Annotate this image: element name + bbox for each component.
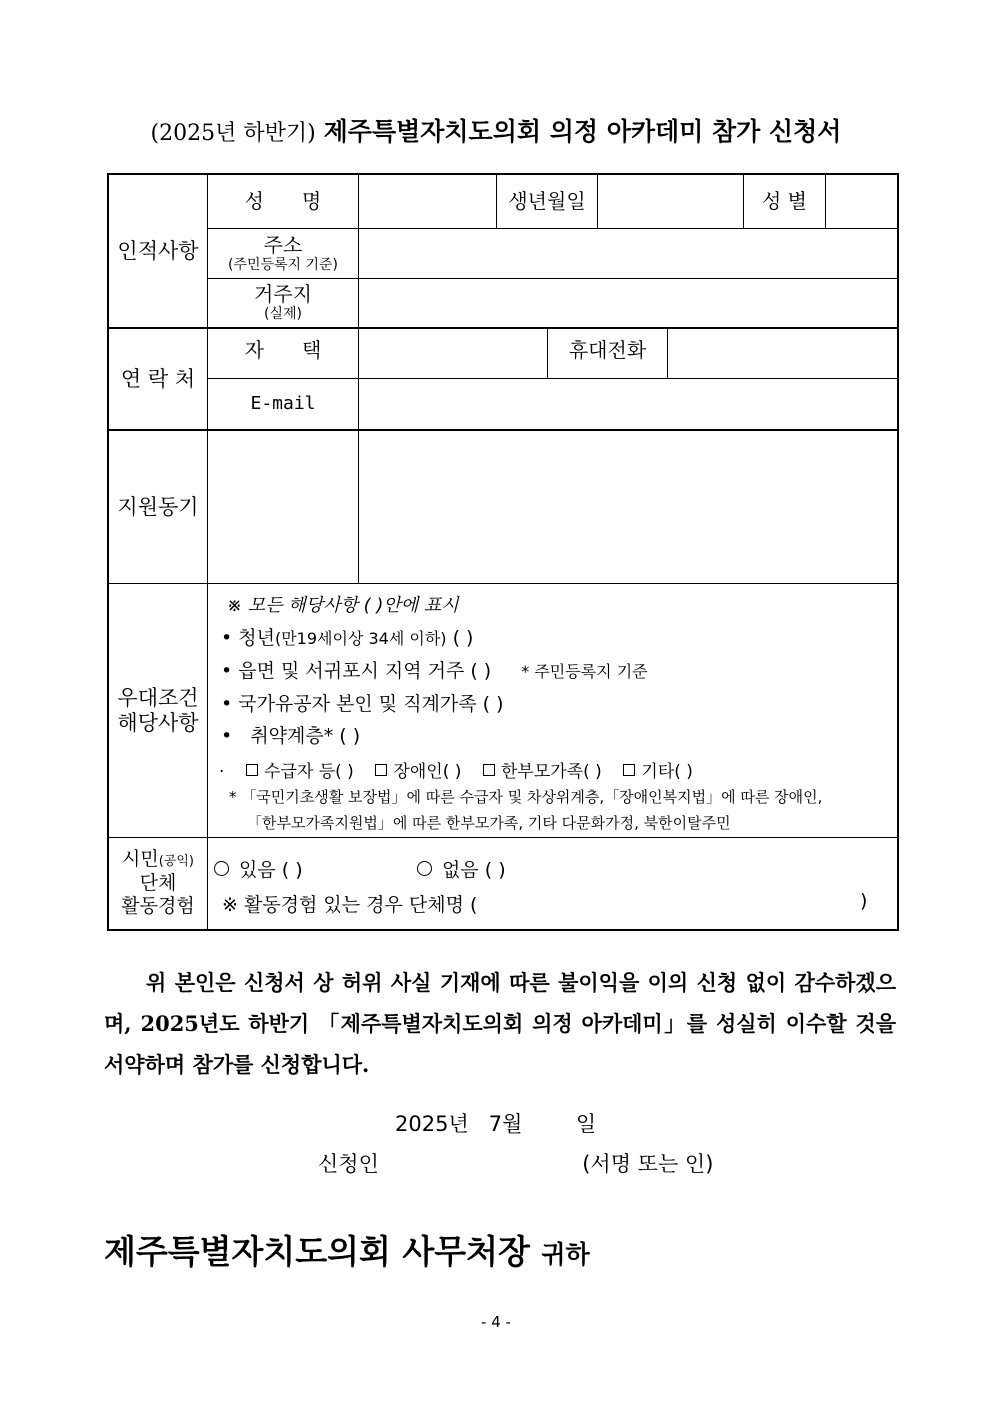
checkbox-other-label: 기타( ): [641, 762, 693, 782]
name-field[interactable]: [359, 175, 496, 228]
applicant-sign-label: (서명 또는 인): [582, 1152, 714, 1176]
bullet-icon: •: [221, 660, 239, 682]
civic-detail: [222, 890, 477, 917]
bullet-icon: •: [221, 693, 239, 715]
checkbox-icon: [483, 764, 495, 776]
preference-label-line1: 우대조건: [117, 686, 199, 711]
radio-circle-icon: [214, 861, 229, 876]
radio-circle-icon: [417, 861, 432, 876]
bullet-icon: •: [221, 627, 239, 649]
mobile-phone-label: 휴대전화: [568, 337, 647, 362]
preference-item-veteran-label[interactable]: 국가유공자 본인 및 직계가족 ( ): [238, 693, 504, 715]
checkbox-recipient[interactable]: [246, 762, 354, 782]
recipient-suffix: 귀하: [541, 1240, 590, 1269]
residence-field[interactable]: [359, 279, 897, 327]
residence-label-cell: [208, 279, 358, 327]
civic-detail-close: ): [860, 890, 868, 912]
civic-label-line2: 단체: [139, 871, 177, 894]
date-day: 일: [575, 1112, 597, 1136]
checkbox-other[interactable]: [623, 762, 693, 782]
preference-item-region-note: * 주민등록지 기준: [521, 662, 648, 681]
checkbox-disabled[interactable]: [375, 762, 461, 782]
vulnerable-checkbox-row: [219, 757, 693, 782]
preference-item-youth-label: 청년: [238, 627, 275, 649]
civic-section-label: [109, 838, 207, 929]
preference-item-region: [221, 656, 648, 683]
address-label: 주소: [263, 232, 303, 257]
pledge-text: 위 본인은 신청서 상 허위 사실 기재에 따른 불이익을 이의 신청 없이 감수하겠으며, 2025년도 하반기 「제주특별자치도의회 의정 아카데미」를 성실히 이수할 것을 서약하며 참가를 신청합니다.: [104, 970, 896, 1077]
personal-info-section-label: 인적사항: [117, 238, 199, 263]
civic-label-line1: [122, 848, 194, 872]
civic-organization-field[interactable]: [539, 883, 849, 917]
preference-item-youth-age: (만19세이상 34세 이하): [274, 629, 447, 648]
preference-item-youth: [221, 623, 473, 650]
email-label: E-mail: [250, 392, 316, 414]
civic-no-label: 없음 ( ): [442, 859, 506, 881]
pledge-paragraph: [104, 962, 896, 1085]
address-field[interactable]: [359, 229, 897, 278]
civic-label-word: 시민: [122, 847, 159, 870]
checkbox-single-parent-label: 한부모가족( ): [500, 762, 602, 782]
home-phone-field[interactable]: [359, 329, 547, 378]
residence-sublabel: (실제): [264, 306, 302, 323]
civic-no-option[interactable]: [417, 855, 506, 882]
civic-yes-option[interactable]: [214, 855, 303, 882]
motivation-field[interactable]: [208, 431, 897, 583]
dot-icon: ·: [219, 762, 241, 782]
gender-field[interactable]: [826, 175, 897, 228]
residence-label: 거주지: [254, 282, 312, 307]
preference-footnote-line1: * 「국민기초생활 보장법」에 따른 수급자 및 차상위계층,「장애인복지법」에 따른 장애인,: [229, 788, 823, 806]
address-sublabel: (주민등록지 기준): [227, 256, 339, 273]
preference-section-label: [109, 584, 207, 837]
bullet-icon: •: [221, 725, 251, 747]
preference-footnote-line2: 「한부모가족지원법」에 따른 한부모가족, 기타 다문화가정, 북한이탈주민: [247, 814, 731, 832]
address-label-cell: [208, 229, 358, 278]
document-title: [0, 112, 992, 148]
date-year: 2025년: [395, 1112, 469, 1136]
applicant-line: [318, 1148, 713, 1178]
birthdate-field[interactable]: [598, 175, 743, 228]
preference-item-vulnerable-label[interactable]: 취약계층* ( ): [250, 725, 361, 747]
contact-section-label: 연 락 처: [120, 366, 196, 391]
preference-item-vulnerable: [221, 721, 360, 748]
checkbox-disabled-label: 장애인( ): [393, 762, 462, 782]
preference-item-region-label[interactable]: 읍면 및 서귀포시 지역 거주 ( ): [238, 660, 492, 682]
checkbox-icon: [623, 764, 635, 776]
checkbox-icon: [246, 764, 258, 776]
checkbox-single-parent[interactable]: [483, 762, 602, 782]
title-main: 제주특별자치도의회 의정 아카데미 참가 신청서: [323, 117, 842, 146]
recipient-name: 제주특별자치도의회 사무처장: [104, 1232, 530, 1271]
birthdate-label: 생년월일: [508, 189, 586, 213]
preference-instruction: ※ 모든 해당사항 ( )안에 표시: [227, 595, 459, 616]
application-form-table: [107, 173, 899, 931]
civic-detail-label: ※ 활동경험 있는 경우 단체명 (: [222, 894, 478, 916]
name-label: 성 명: [244, 189, 322, 213]
title-prefix: (2025년 하반기): [150, 121, 316, 146]
page-number: - 4 -: [481, 1313, 511, 1331]
motivation-section-label: 지원동기: [117, 494, 199, 519]
date-line: [395, 1108, 596, 1138]
checkbox-recipient-label: 수급자 등( ): [264, 762, 354, 782]
preference-label-line2: 해당사항: [117, 710, 199, 735]
home-phone-label: 자 택: [244, 337, 322, 362]
civic-label-line3: 활동경험: [121, 895, 195, 918]
applicant-label: 신청인: [318, 1152, 379, 1176]
mobile-phone-field[interactable]: [668, 329, 897, 378]
preference-item-veteran: [221, 689, 504, 716]
gender-label: 성 별: [762, 189, 807, 213]
civic-yes-label: 있음 ( ): [239, 859, 303, 881]
checkbox-icon: [375, 764, 387, 776]
date-month: 7월: [488, 1112, 523, 1136]
email-field[interactable]: [359, 379, 897, 429]
civic-label-small: (공익): [158, 853, 194, 869]
preference-item-youth-mark[interactable]: ( ): [452, 627, 474, 649]
recipient-line: [104, 1226, 590, 1273]
